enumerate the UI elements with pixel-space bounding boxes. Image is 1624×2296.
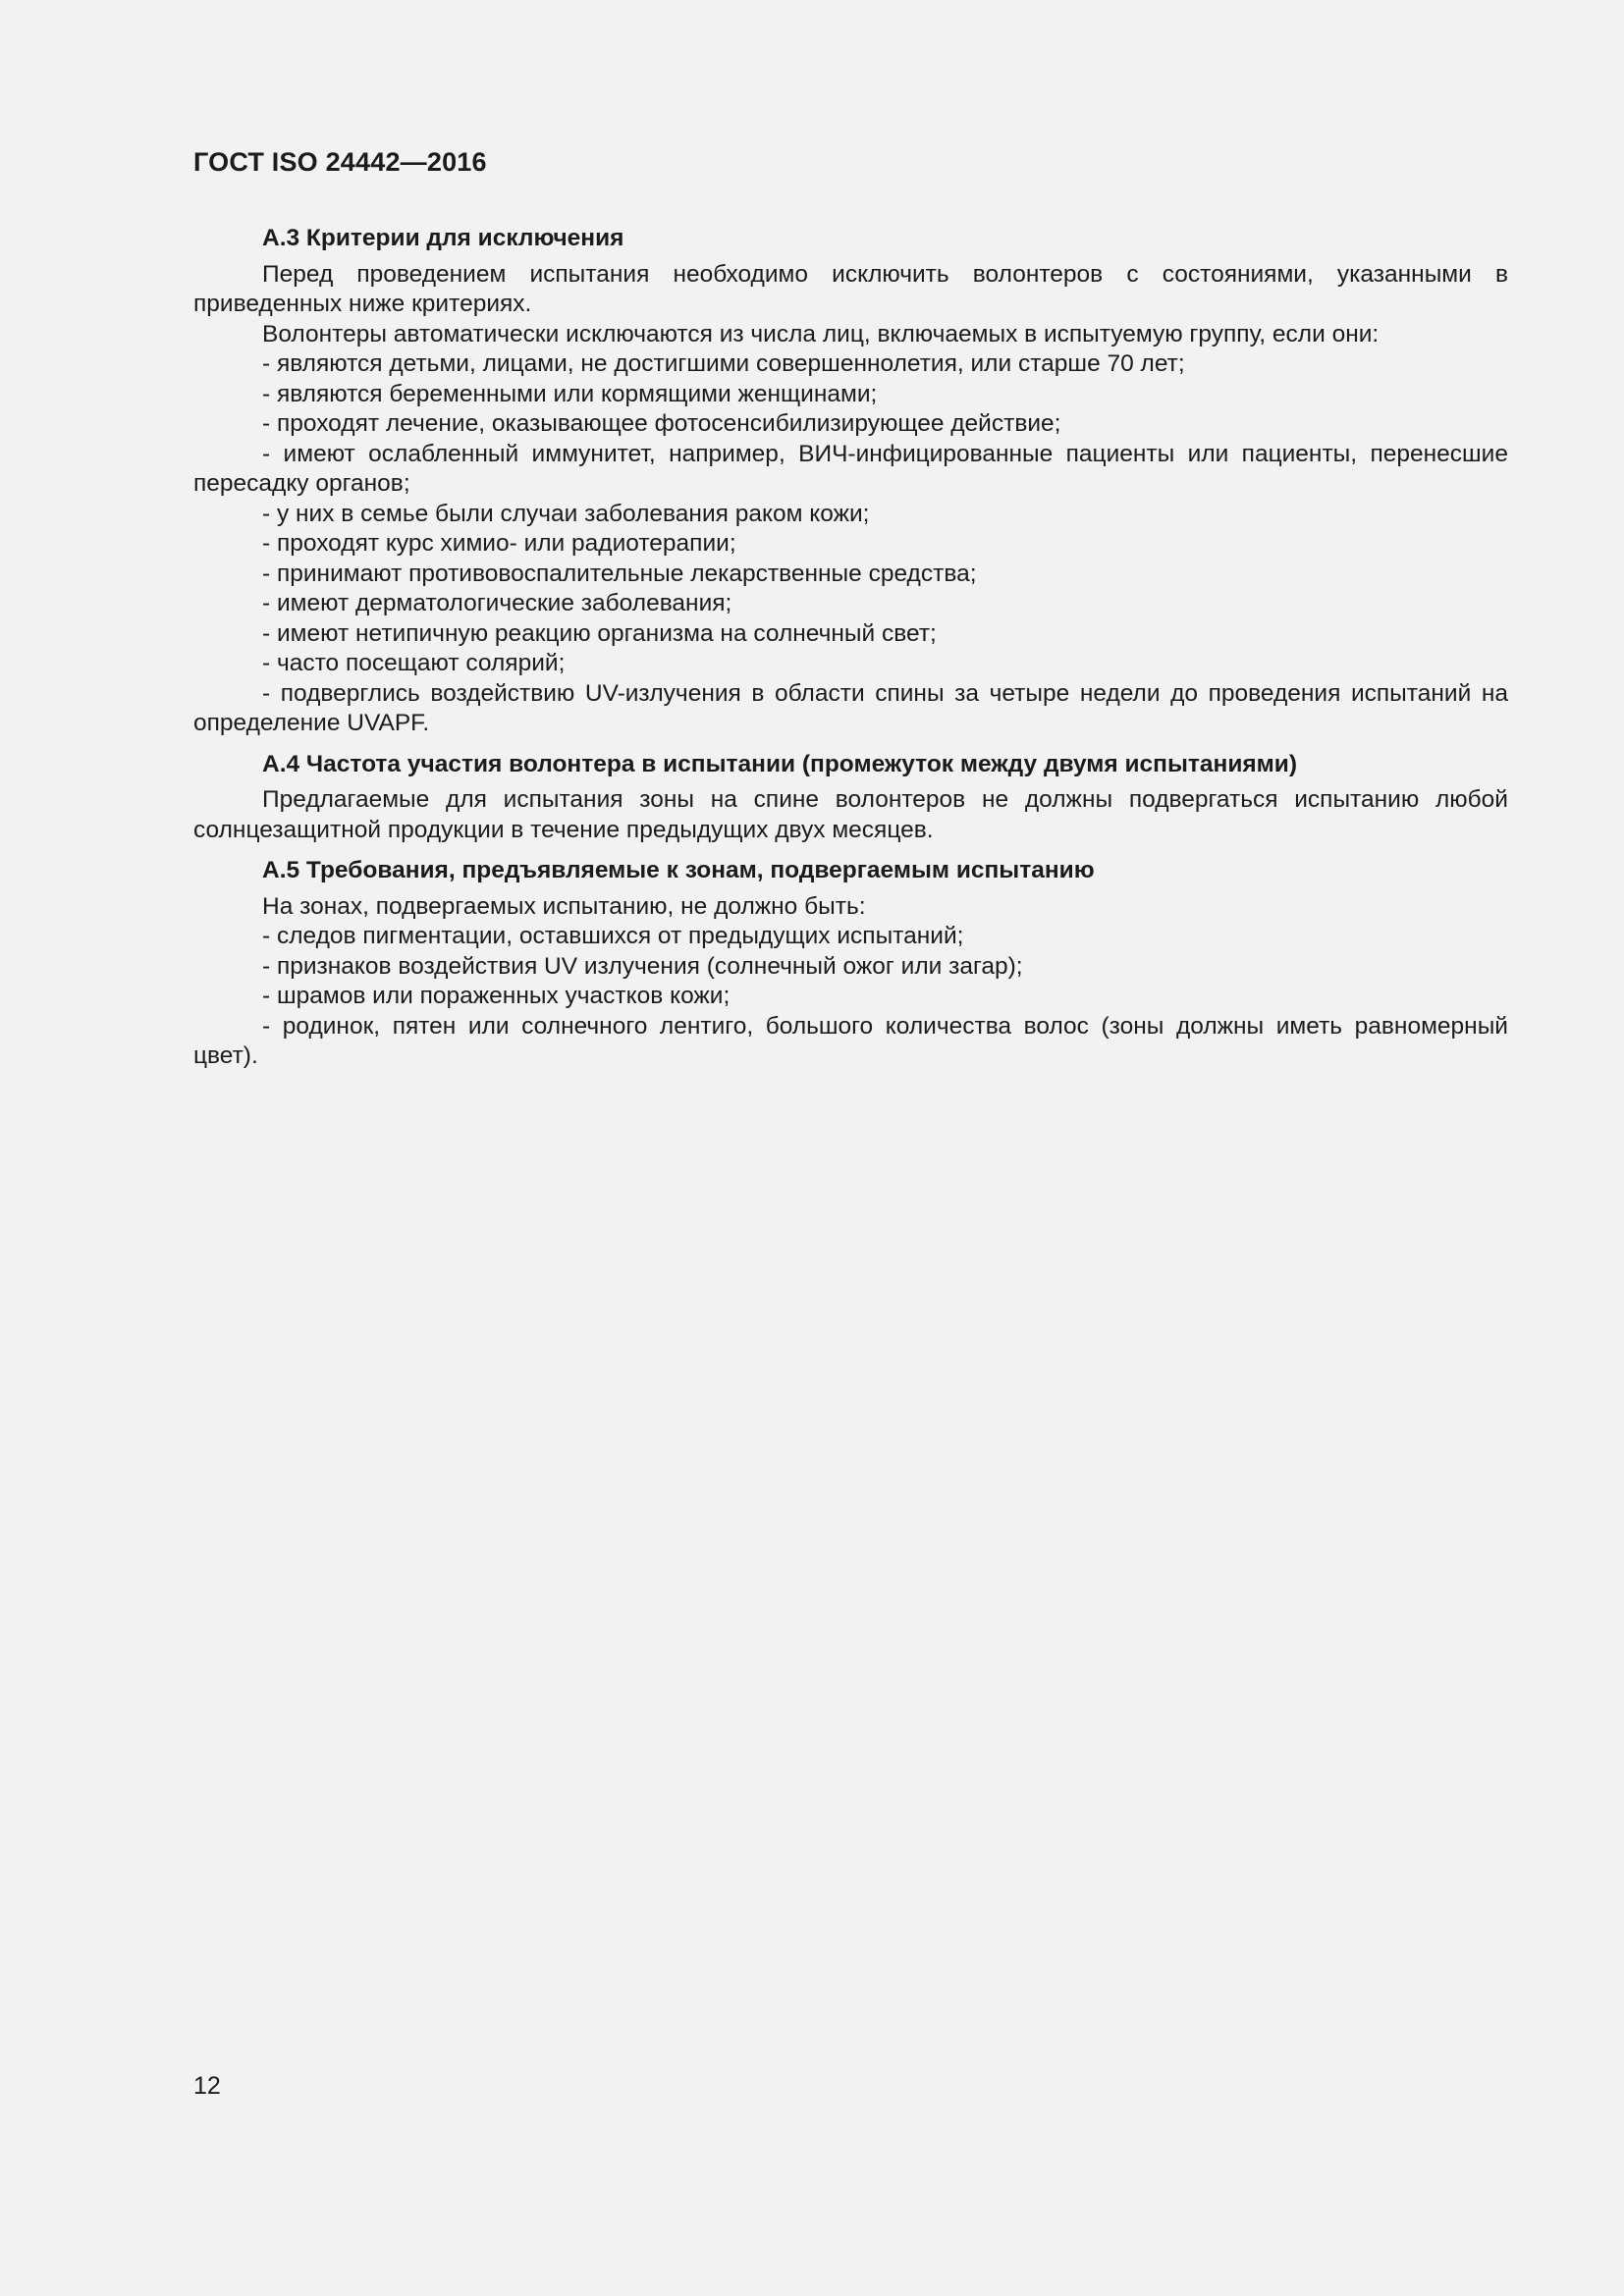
section-a4 (193, 750, 1508, 846)
list-item: - принимают противовоспалительные лекарственные средства; (262, 560, 977, 587)
document-body (193, 224, 1508, 1072)
list-item: - имеют нетипичную реакцию организма на солнечный свет; (262, 619, 937, 647)
section-title: А.5 Требования, предъявляемые к зонам, подвергаемым испытанию (262, 857, 1095, 883)
paragraph: Волонтеры автоматически исключаются из числа лиц, включаемых в испытуемую группу, если они: (262, 320, 1380, 347)
paragraph: Перед проведением испытания необходимо исключить волонтеров с состояниями, указанными в приведенных ниже критериях. (193, 260, 1508, 317)
document-header: ГОСТ ISO 24442—2016 (193, 147, 487, 177)
list-item: - у них в семье были случаи заболевания раком кожи; (262, 500, 870, 527)
list-item: - имеют дерматологические заболевания; (262, 590, 732, 616)
list-item: - являются детьми, лицами, не достигшими совершеннолетия, или старше 70 лет; (262, 350, 1185, 377)
page-number: 12 (193, 2072, 221, 2100)
section-a5 (193, 856, 1508, 1072)
paragraph: Предлагаемые для испытания зоны на спине волонтеров не должны подвергаться испытанию любой солнцезащитной продукции в течение предыдущих двух месяцев. (193, 786, 1508, 843)
list-item: - признаков воздействия UV излучения (солнечный ожог или загар); (262, 952, 1023, 980)
paragraph: На зонах, подвергаемых испытанию, не должно быть: (262, 892, 866, 920)
list-item: - родинок, пятен или солнечного лентиго, большого количества волос (зоны должны иметь равномерный цвет). (193, 1012, 1508, 1069)
list-item: - следов пигментации, оставшихся от предыдущих испытаний; (262, 923, 964, 949)
list-item: - имеют ослабленный иммунитет, например, ВИЧ-инфицированные пациенты или пациенты, перенесшие пересадку органов; (193, 440, 1508, 497)
section-title: А.4 Частота участия волонтера в испытании (промежуток между двумя испытаниями) (262, 750, 1298, 777)
section-a3 (193, 224, 1508, 739)
list-item: - являются беременными или кормящими женщинами; (262, 380, 878, 407)
list-item: - проходят лечение, оказывающее фотосенсибилизирующее действие; (262, 410, 1061, 437)
list-item: - подверглись воздействию UV-излучения в области спины за четыре недели до проведения испытаний на определение UVAPF. (193, 679, 1508, 736)
list-item: - проходят курс химио- или радиотерапии; (262, 530, 736, 557)
list-item: - часто посещают солярий; (262, 650, 566, 676)
list-item: - шрамов или пораженных участков кожи; (262, 983, 731, 1009)
section-title: А.3 Критерии для исключения (262, 225, 624, 251)
